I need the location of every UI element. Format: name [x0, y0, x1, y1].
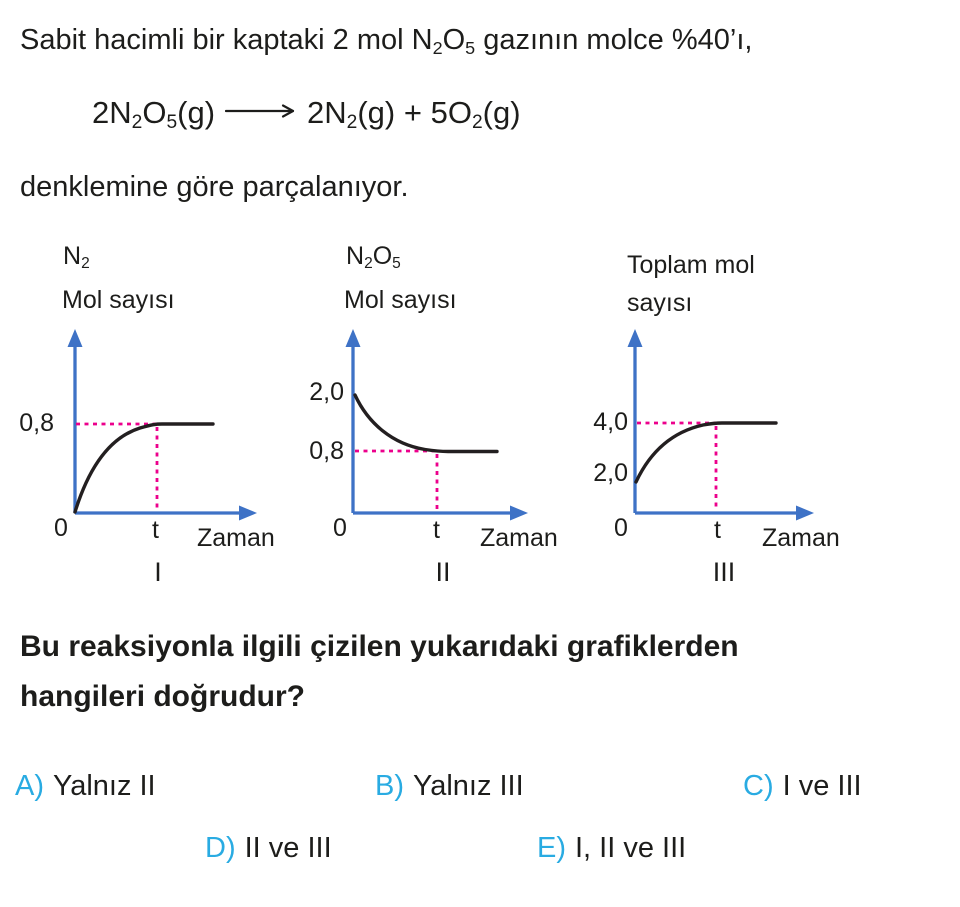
option-d-text: II ve III [244, 832, 332, 864]
graph-3-axes [628, 329, 815, 521]
graph-2-x-arrow-icon [510, 506, 528, 521]
graph-2-y-tick-2-0: 2,0 [309, 378, 344, 406]
reaction-arrow-icon [225, 103, 297, 119]
graph-3-dashed-guides [637, 423, 716, 511]
graph-1-y-tick-0-8: 0,8 [19, 409, 54, 437]
option-a-letter: A) [15, 770, 44, 802]
graph-1-x-axis-label: Zaman [197, 524, 275, 552]
option-a[interactable] [15, 770, 156, 803]
graph-3-x-axis-label: Zaman [762, 524, 840, 552]
option-e-text: I, II ve III [575, 832, 687, 864]
graph-3-x-arrow-icon [796, 506, 814, 521]
reaction-equation: 2N2O5(g) 2N2(g) + 5O2(g) [92, 95, 521, 134]
graph-1-y-axis-label: Mol sayısı [62, 286, 175, 314]
formula-n: N [411, 24, 433, 56]
graph-3-curve [636, 423, 776, 482]
graph-3-numeral: III [712, 557, 736, 587]
graph-2-title: N2O5 [346, 242, 401, 273]
graph-1-x-arrow-icon [239, 506, 257, 521]
option-b-letter: B) [375, 770, 404, 802]
option-e[interactable] [537, 832, 686, 865]
option-d-letter: D) [205, 832, 236, 864]
closing-sentence: denklemine göre parçalanıyor. [20, 171, 409, 203]
question-prompt-line2: hangileri doğrudur? [20, 680, 305, 713]
graph-3-y-tick-2-0: 2,0 [593, 459, 628, 487]
option-b-text: Yalnız III [413, 770, 524, 802]
option-d[interactable] [205, 832, 332, 865]
graph-2-numeral: II [435, 557, 451, 587]
graph-3-t-label: t [714, 516, 721, 544]
graph-1-y-arrow-icon [68, 329, 83, 347]
option-b[interactable] [375, 770, 524, 803]
graph-2-y-tick-0-8: 0,8 [309, 437, 344, 465]
question-prompt-line1: Bu reaksiyonla ilgili çizilen yukarıdaki grafiklerden [20, 630, 739, 663]
graph-1-numeral: I [154, 557, 162, 587]
graph-1-dashed-guides [76, 424, 157, 511]
formula-o-subscript: 5 [465, 38, 476, 59]
graph-2-x-axis-label: Zaman [480, 524, 558, 552]
graph-1-t-label: t [152, 516, 159, 544]
graph-2-t-label: t [433, 516, 440, 544]
graph-2-dashed-guides [355, 451, 437, 511]
graph-1-curve [75, 424, 213, 512]
option-a-text: Yalnız II [53, 770, 156, 802]
graph-2-axes [346, 329, 529, 521]
intro-sentence [20, 24, 752, 57]
option-e-letter: E) [537, 832, 566, 864]
graph-2-origin-label: 0 [333, 514, 347, 542]
formula-o: O [442, 24, 466, 56]
intro-text-post: gazının molce %40’ı, [475, 24, 753, 56]
graph-3-origin-label: 0 [614, 514, 628, 542]
graph-1-origin-label: 0 [54, 514, 68, 542]
graph-1-title: N2 [63, 242, 90, 273]
graph-3-y-arrow-icon [628, 329, 643, 347]
graph-3-title-line1: Toplam mol [627, 251, 755, 279]
intro-text-pre: Sabit hacimli bir kaptaki 2 mol [20, 24, 412, 56]
graph-2-y-arrow-icon [346, 329, 361, 347]
graph-3-title-line2: sayısı [627, 289, 693, 317]
graph-2-y-axis-label: Mol sayısı [344, 286, 457, 314]
graph-2-curve [355, 395, 497, 452]
graph-3-y-tick-4-0: 4,0 [593, 408, 628, 436]
option-c-letter: C) [743, 770, 774, 802]
option-c[interactable] [743, 770, 862, 803]
graph-1-axes [68, 329, 258, 521]
formula-n-subscript: 2 [432, 38, 443, 59]
option-c-text: I ve III [782, 770, 862, 802]
